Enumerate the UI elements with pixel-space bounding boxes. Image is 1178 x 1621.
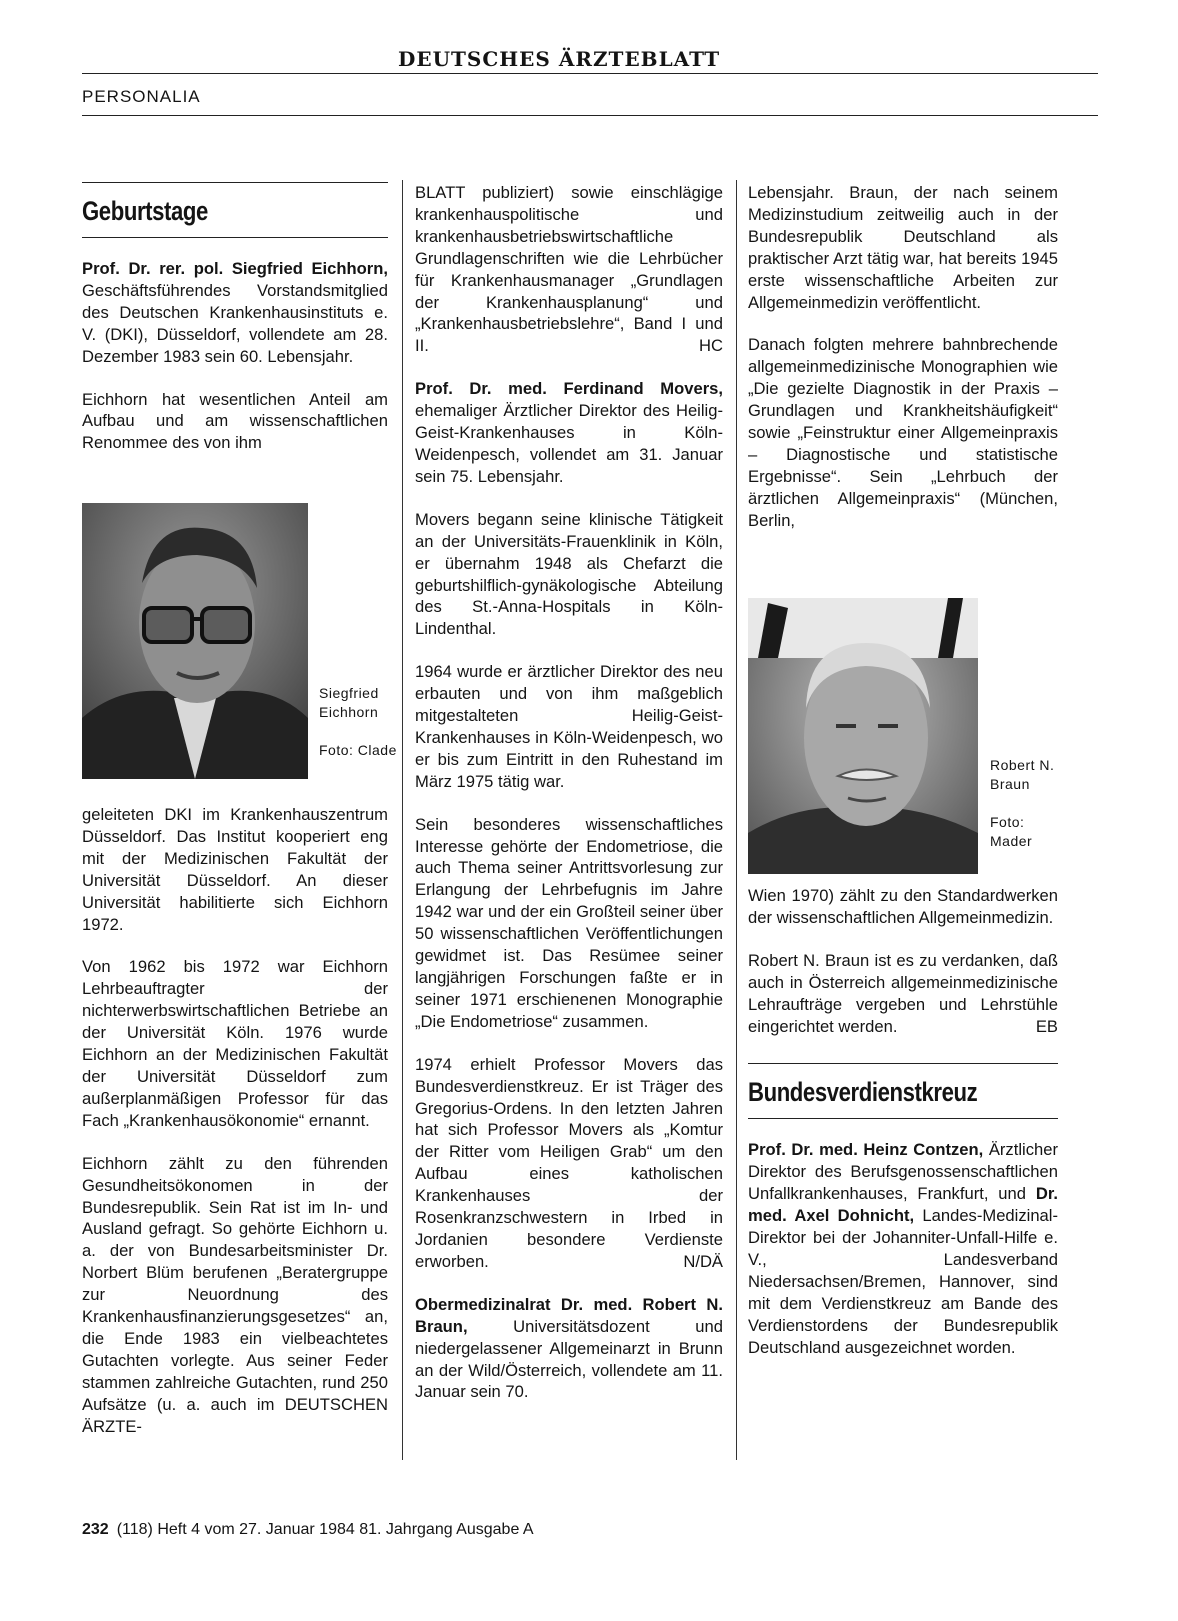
portrait-photo-eichhorn: [82, 503, 308, 779]
author-signature: HC: [699, 336, 723, 356]
column-2: [415, 182, 723, 1403]
article-movers-p5: 1974 erhielt Professor Movers das Bundesverdienstkreuz. Er ist Träger des Gregorius-Ordens. In den letzten Jahren hat sich Professor Movers als „Komtur der Ritter vom Heiligen Grab“ um den Aufbau eines katholischen Krankenhauses der Rosenkranzschwestern in Irbed in Jordanien besondere Verdienste erworben. N/DÄ: [415, 1054, 723, 1271]
article-eichhorn-p6: BLATT publiziert) sowie einschlägige krankenhauspolitische und krankenhausbetriebswirtschaftliche Grundlagenschriften wie die Lehrbücher für Krankenhausmanager „Grundlagen der Krankenhausplanung“ und „Krankenhausbetriebslehre“, Band I und II. HC: [415, 183, 723, 356]
article-braun-p4: Wien 1970) zählt zu den Standardwerken der wissenschaftlichen Allgemeinmedizin.: [748, 886, 1058, 927]
article-braun-p3: Danach folgten mehrere bahnbrechende allgemeinmedizinische Monographien wie „Die gezielte Diagnostik in der Praxis – Grundlagen und Krankheitshäufigkeit“ sowie „Feinstruktur einer Allgemeinpraxis – Diagnostische und statistische Ergebnisse“. Sein „Lehrbuch der ärztlichen Allgemeinpraxis“ (München, Berlin,: [748, 335, 1058, 530]
photo-caption-credit: Foto: Mader: [990, 814, 1033, 849]
column-divider: [402, 180, 403, 1460]
heading-rule: [82, 182, 388, 183]
article-eichhorn-intro: Prof. Dr. rer. pol. Siegfried Eichhorn, Geschäftsführendes Vorstandsmitglied des Deutschen Krankenhausinstituts e. V. (DKI), Düsseldorf, vollendete am 28. Dezember 1983 sein 60. Lebensjahr.: [82, 259, 388, 366]
masthead: DEUTSCHES ÄRZTEBLATT: [398, 47, 721, 71]
column-3-bottom: [748, 885, 1058, 1359]
photo-caption-credit: Foto: Clade: [319, 742, 397, 758]
article-braun-p2: Lebensjahr. Braun, der nach seinem Medizinstudium zeitweilig auch in der Bundesrepublik Deutschland als praktischer Arzt tätig war, hat bereits 1945 erste wissenschaftliche Arbeiten zur Allgemeinmedizin veröffentlicht.: [748, 183, 1058, 312]
page-footer: [82, 1521, 534, 1539]
author-signature: EB: [1035, 1016, 1058, 1036]
heading-bundesverdienstkreuz: Bundesverdienstkreuz: [748, 1077, 978, 1108]
column-divider: [736, 180, 737, 1460]
masthead-rule: [82, 73, 1098, 74]
column-1-bottom: [82, 804, 388, 1437]
section-label: PERSONALIA: [82, 87, 201, 106]
heading-rule: [748, 1063, 1058, 1064]
heading-rule: [82, 237, 388, 238]
article-eichhorn-p5: Eichhorn zählt zu den führenden Gesundheitsökonomen in der Bundesrepublik. Sein Rat ist im In- und Ausland gefragt. So gehörte Eichhorn u. a. der von Bundesarbeitsminister Dr. Norbert Blüm berufenen „Beratergruppe zur Neuordnung des Krankenhausfinanzierungsgesetzes“ an, die Ende 1983 ein vielbeachtetes Gutachten vorlegte. Aus seiner Feder stammen zahlreiche Gutachten, rund 250 Aufsätze (u. a. auch im DEUTSCHEN ÄRZTE-: [82, 1153, 388, 1436]
photo-caption-name: Siegfried Eichhorn: [319, 685, 379, 720]
article-bundesverdienstkreuz: Prof. Dr. med. Heinz Contzen, Ärztlicher Direktor des Berufsgenossenschaftlichen Unfallkrankenhauses, Frankfurt, und Dr. med. Axel Dohnicht, Landes-Medizinal-Direktor bei der Johanniter-Unfall-Hilfe e. V., Landesverband Niedersachsen/Bremen, Hannover, sind mit dem Verdienstkreuz am Bande des Verdienstordens der Bundesrepublik Deutschland ausgezeichnet worden.: [748, 1140, 1059, 1357]
column-3-top: [748, 182, 1058, 532]
heading-rule: [748, 1118, 1058, 1119]
page-number: 232: [82, 1521, 109, 1538]
article-eichhorn-p4: Von 1962 bis 1972 war Eichhorn Lehrbeauftragter der nichterwerbswirtschaftlichen Betriebe an der Universität Köln. 1976 wurde Eichhorn an der Medizinischen Fakultät der Universität Düsseldorf zum außerplanmäßigen Professor für das Fach „Krankenhausökonomie“ ernannt.: [82, 957, 388, 1130]
article-movers-p4: Sein besonderes wissenschaftliches Interesse gehörte der Endometriose, die auch Thema seiner Antrittsvorlesung zur Erlangung der Lehrbefugnis im Jahre 1942 war und der ein Großteil seiner über 50 wissenschaftlichen Veröffentlichungen gewidmet ist. Das Resümee seiner langjährigen Forschungen faßte er in seiner 1971 erschienenen Monographie „Die Endometriose“ zusammen.: [415, 814, 723, 1031]
photo-caption-eichhorn: [319, 684, 399, 760]
article-braun-intro: Obermedizinalrat Dr. med. Robert N. Braun, Universitätsdozent und niedergelassener Allgemeinarzt in Brunn an der Wild/Österreich, vollendete am 11. Januar sein 70.: [415, 1294, 723, 1402]
portrait-photo-braun: [748, 598, 978, 874]
issue-info: (118) Heft 4 vom 27. Januar 1984 81. Jahrgang Ausgabe A: [116, 1521, 534, 1538]
article-braun-p5: Robert N. Braun ist es zu verdanken, daß auch in Österreich allgemeinmedizinische Lehraufträge vergeben und Lehrstühle eingerichtet werden. EB: [748, 950, 1058, 1036]
section-rule: [82, 115, 1098, 116]
article-movers-p2: Movers begann seine klinische Tätigkeit an der Universitäts-Frauenklinik in Köln, er übernahm 1948 als Chefarzt die geburtshilflich-gynäkologische Abteilung des St.-Anna-Hospitals in Köln-Lindenthal.: [415, 509, 723, 639]
column-1-top: [82, 182, 388, 454]
article-movers-p3: 1964 wurde er ärztlicher Direktor des neu erbauten und von ihm maßgeblich mitgestalteten Heilig-Geist-Krankenhauses in Köln-Weidenpesch, wo er bis zum Eintritt in den Ruhestand im März 1975 tätig war.: [415, 662, 723, 791]
photo-caption-name: Robert N. Braun: [990, 757, 1055, 792]
photo-caption-braun: [990, 756, 1070, 851]
article-eichhorn-p2: Eichhorn hat wesentlichen Anteil am Aufbau und am wissenschaftlichen Renommee des von ihm: [82, 389, 388, 453]
author-signature: N/DÄ: [683, 1251, 723, 1271]
article-movers-intro: Prof. Dr. med. Ferdinand Movers, ehemaliger Ärztlicher Direktor des Heilig-Geist-Krankenhauses in Köln-Weidenpesch, vollendet am 31. Januar sein 75. Lebensjahr.: [415, 379, 723, 486]
heading-geburtstage: Geburtstage: [82, 196, 208, 226]
article-eichhorn-p3: geleiteten DKI im Krankenhauszentrum Düsseldorf. Das Institut kooperiert eng mit der Medizinischen Fakultät der Universität Düsseldorf. An dieser Universität habilitierte sich Eichhorn 1972.: [82, 805, 388, 934]
